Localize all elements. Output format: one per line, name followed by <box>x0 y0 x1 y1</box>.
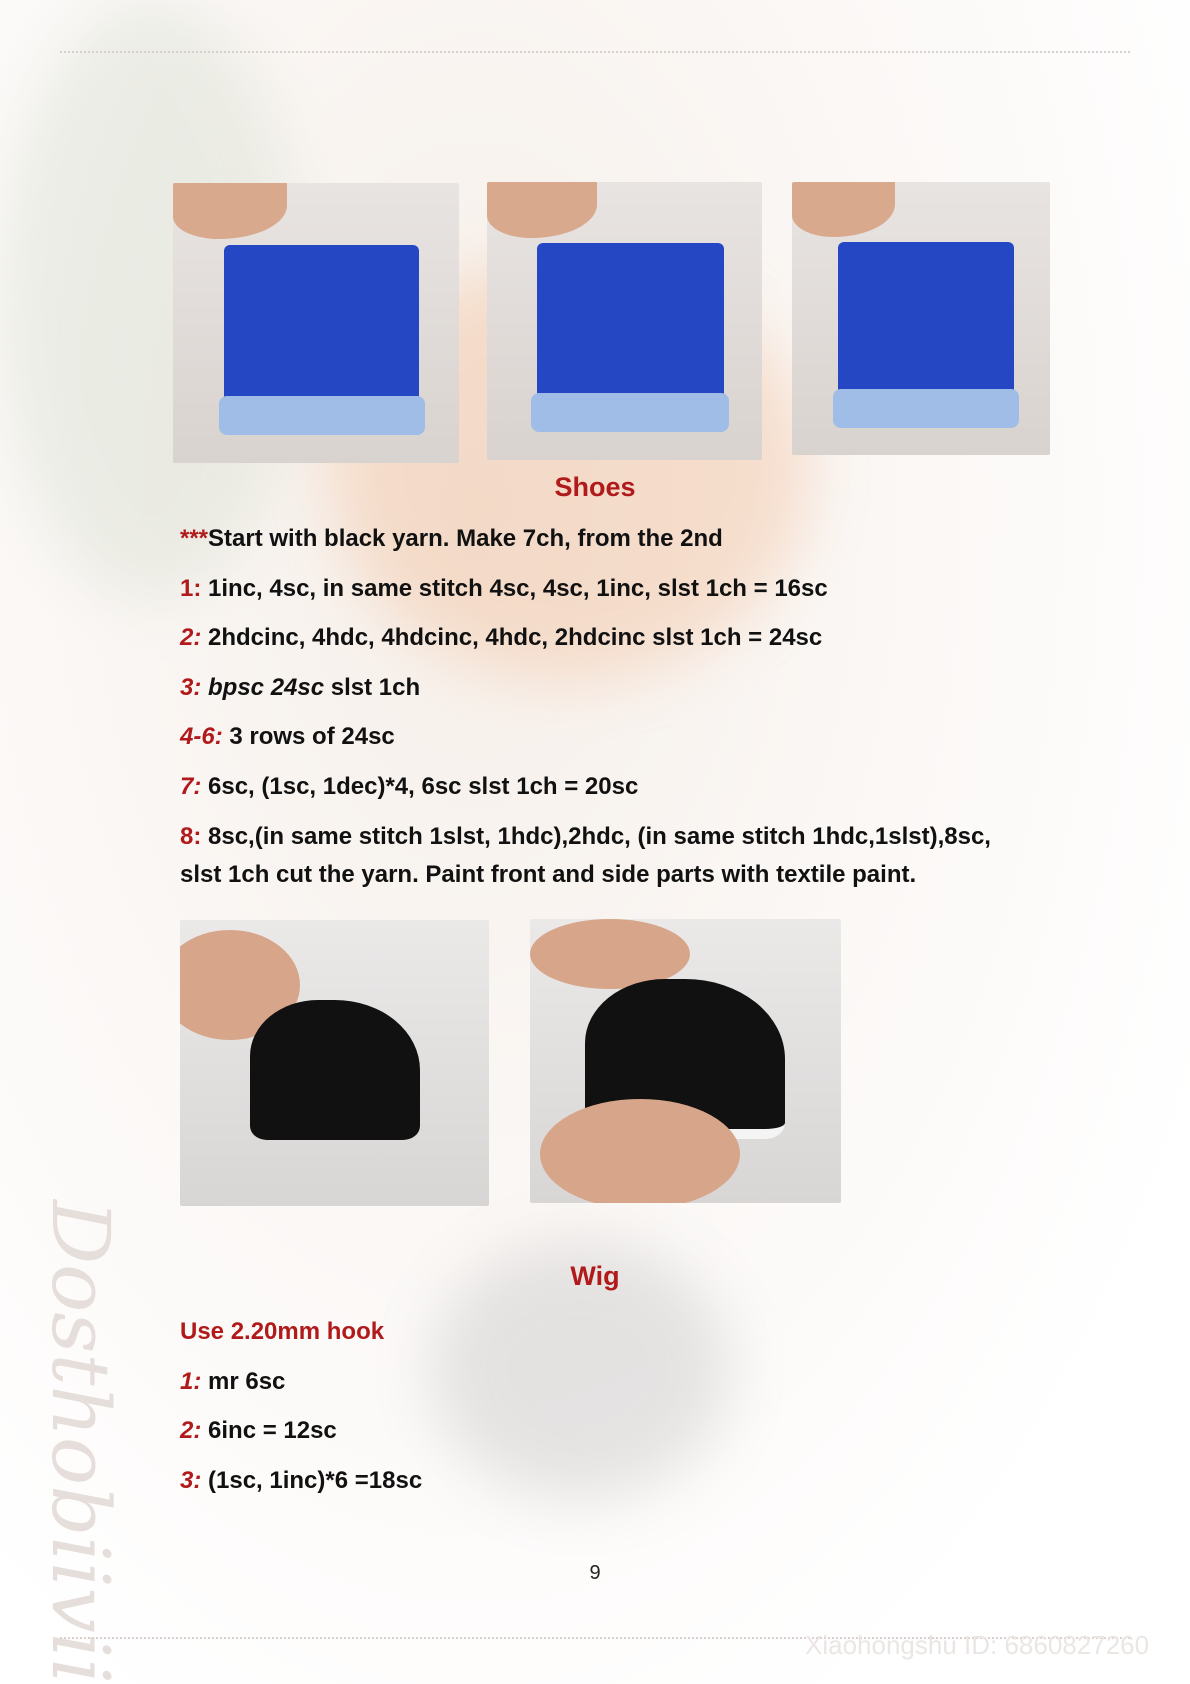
shoes-row-3: 3: bpsc 24sc slst 1ch <box>180 674 421 701</box>
page-number: 9 <box>589 1562 601 1584</box>
shoe-photo-1 <box>180 920 489 1206</box>
top-divider <box>60 51 1130 53</box>
shorts-photo-3 <box>792 182 1050 455</box>
shoes-row-4-6: 4-6: 3 rows of 24sc <box>180 723 395 750</box>
shoes-row-8: 8: 8sc,(in same stitch 1slst, 1hdc),2hdc, (in same stitch 1hdc,1slst),8sc, <box>180 823 991 850</box>
wig-row-2: 2: 6inc = 12sc <box>180 1417 337 1444</box>
shoes-row-7: 7: 6sc, (1sc, 1dec)*4, 6sc slst 1ch = 20sc <box>180 773 639 800</box>
shorts-photo-2 <box>487 182 762 460</box>
wig-title: Wig <box>570 1261 620 1291</box>
shoes-row-2: 2: 2hdcinc, 4hdc, 4hdcinc, 4hdc, 2hdcinc slst 1ch = 24sc <box>180 624 823 651</box>
wig-row-3: 3: (1sc, 1inc)*6 =18sc <box>180 1467 423 1494</box>
shoes-intro: ***Start with black yarn. Make 7ch, from the 2nd <box>180 525 723 552</box>
shoes-row-8-cont: slst 1ch cut the yarn. Paint front and side parts with textile paint. <box>180 861 917 888</box>
shorts-photo-1 <box>173 183 459 463</box>
watermark-text: Xiaohongshu ID: 6860827260 <box>805 1630 1150 1660</box>
shoes-title: Shoes <box>554 472 636 502</box>
wig-hook-size: Use 2.20mm hook <box>180 1318 385 1345</box>
wig-row-1: 1: mr 6sc <box>180 1368 286 1395</box>
shoe-photo-2 <box>530 919 841 1203</box>
shoes-row-1: 1: 1inc, 4sc, in same stitch 4sc, 4sc, 1inc, slst 1ch = 16sc <box>180 575 828 602</box>
brand-logo-watermark: Dosthobiivii <box>34 1200 127 1684</box>
